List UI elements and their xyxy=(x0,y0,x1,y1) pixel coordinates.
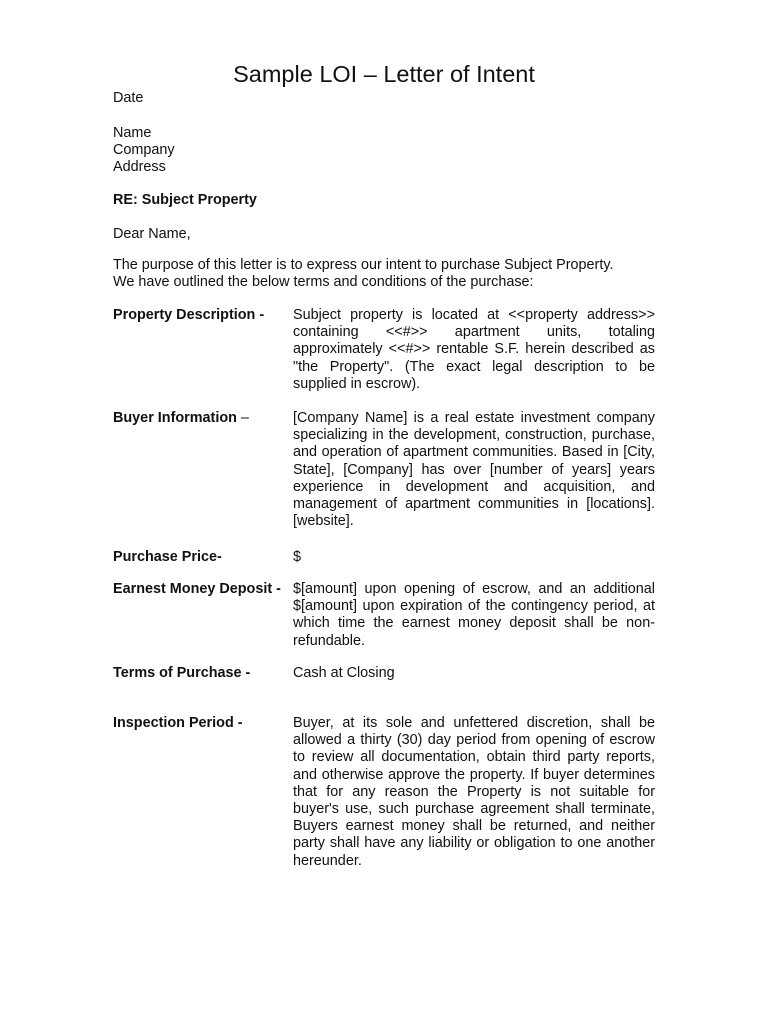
recipient-name: Name xyxy=(113,125,152,141)
purchase-price-label-text: Purchase Price xyxy=(113,549,217,565)
purchase-price-label xyxy=(113,549,293,566)
purchase-price-value: $ xyxy=(293,549,302,565)
terms-of-purchase-label xyxy=(113,665,293,682)
inspection-period-text: Buyer, at its sole and unfettered discretion, shall be allowed a thirty (30) day period from opening of escrow to review all documentation, obtain third party reports, and otherwise approve the property. If buyer determines that for any reason the Property is not suitable for buyer's use, such purchase agreement shall terminate, Buyers earnest money shall be returned, and neither party shall have any liability or obligation to one another hereunder. xyxy=(293,715,655,869)
intro-line-1: The purpose of this letter is to express our intent to purchase Subject Property. xyxy=(113,257,614,273)
date-line: Date xyxy=(113,90,144,106)
document-title: Sample LOI – Letter of Intent xyxy=(233,60,535,87)
salutation: Dear Name, xyxy=(113,226,191,242)
terms-of-purchase-value: Cash at Closing xyxy=(293,665,395,681)
inspection-period-label-text: Inspection Period xyxy=(113,715,234,731)
terms-of-purchase-separator: - xyxy=(241,665,251,681)
earnest-money-deposit-text: $[amount] upon opening of escrow, and an additional $[amount] upon expiration of the contingency period, at which time the earnest money deposit shall be non-refundable. xyxy=(293,581,655,649)
purchase-price-separator: - xyxy=(217,549,222,565)
buyer-information-label xyxy=(113,410,293,427)
terms-of-purchase-label-text: Terms of Purchase xyxy=(113,665,242,681)
property-description-label-text: Property Description xyxy=(113,307,256,323)
buyer-information-text: [Company Name] is a real estate investment company specializing in the development, construction, purchase, and operation of apartment communities. Based in [City, State], [Company] has over [number of years] years experience in development and acquisition, and management of apartment communities in [locations]. [website]. xyxy=(293,410,655,530)
intro-line-2: We have outlined the below terms and conditions of the purchase: xyxy=(113,274,534,290)
earnest-money-deposit-label xyxy=(113,581,293,598)
recipient-company: Company xyxy=(113,142,175,158)
recipient-address: Address xyxy=(113,159,166,175)
inspection-period-label xyxy=(113,715,293,732)
property-description-text: Subject property is located at <<property address>> containing <<#>> apartment units, totaling approximately <<#>> rentable S.F. herein described as "the Property". (The exact legal description to be supplied in escrow). xyxy=(293,307,655,392)
buyer-information-separator: – xyxy=(236,410,249,426)
buyer-information-label-text: Buyer Information xyxy=(113,410,237,426)
re-line: RE: Subject Property xyxy=(113,192,257,208)
property-description-label xyxy=(113,307,293,324)
inspection-period-separator: - xyxy=(233,715,243,731)
property-description-separator: - xyxy=(255,307,265,323)
earnest-money-deposit-label-text: Earnest Money Deposit xyxy=(113,581,273,597)
earnest-money-deposit-separator: - xyxy=(272,581,281,597)
